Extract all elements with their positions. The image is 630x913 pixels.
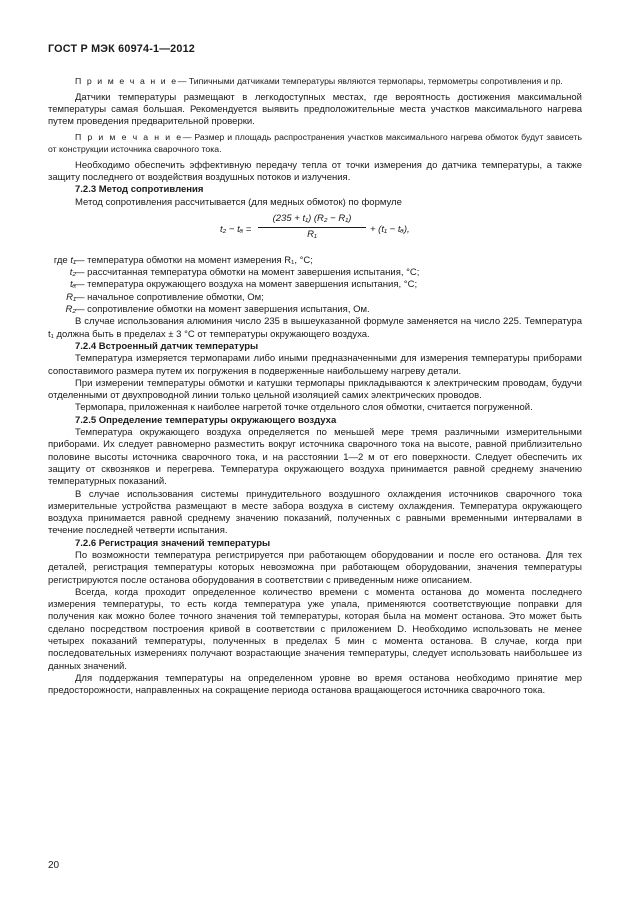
paragraph: Температура измеряется термопарами либо иными предназначенными для измерения температуры приборами сопоставимого размера путем их погружения в подверженные наибольшему нагреву детали. — [48, 353, 582, 377]
paragraph: Всегда, когда проходит определенное количество времени с момента останова до момента последнего измерения температуры, то есть когда температура уже упала, применяются соответствующие поправки для получения как можно более точного значения той температуры, которая была на момент останова. Это может быть сделано посредством построения кривой в соответствии с приложением D. Необходимо использовать не менее четырех показаний температуры, полученных в пределах 5 мин с момента останова. В случае, когда при последовательных измерениях получают возрастающие значения температуры, следует использовать наибольшее из данных значений. — [48, 586, 582, 672]
paragraph: Термопара, приложенная к наиболее нагретой точке отдельного слоя обмотки, считается погруженной. — [75, 402, 533, 414]
paragraph: Датчики температуры размещают в легкодоступных местах, где вероятность достижения максимальной температуры самая большая. Рекомендуется выявить предположительные места участков максимального нагрева путем проведения предварительной проверки. — [48, 91, 582, 128]
definition-symbol: t₂ — [69, 267, 76, 279]
definition-text: — сопротивление обмотки на момент завершения испытания, Ом. — [75, 304, 370, 316]
page-number: 20 — [48, 860, 60, 871]
note-label: П р и м е ч а н и е — [75, 76, 178, 86]
formula-numerator: (235 + t₁) (R₂ − R₁) — [258, 213, 366, 228]
section-heading: 7.2.6 Регистрация значений температуры — [75, 537, 271, 549]
page-content — [48, 76, 582, 698]
note-text: — Размер и площадь распространения участков максимального нагрева обмоток будут зависеть от конструкции источника сварочного тока. — [48, 132, 582, 155]
section-heading: 7.2.5 Определение температуры окружающего воздуха — [75, 414, 337, 426]
definition-text: — температура окружающего воздуха на момент завершения испытания, °C; — [75, 279, 418, 291]
section-heading: 7.2.3 Метод сопротивления — [75, 184, 204, 196]
definition-text: — начальное сопротивление обмотки, Ом; — [75, 291, 264, 303]
definition-text: — рассчитанная температура обмотки на момент завершения испытания, °C; — [75, 267, 420, 279]
paragraph: Метод сопротивления рассчитывается (для медных обмоток) по формуле — [75, 196, 402, 208]
note-text: — Типичными датчиками температуры являются термопары, термометры сопротивления и пр. — [177, 76, 563, 86]
paragraph: Необходимо обеспечить эффективную передачу тепла от точки измерения до датчика температуры, а также защиту последнего от воздействия воздушных потоков и излучения. — [48, 159, 582, 183]
definition-item — [48, 255, 582, 267]
paragraph: В случае использования системы принудительного воздушного охлаждения источников сварочного тока измерительные устройства размещают в месте забора воздуха в систему охлаждения. Температура окружающего воздуха принимается равной среднему значению показаний, полученных с равными временными интервалами в течение последней четверти испытания. — [48, 488, 582, 537]
definition-item — [48, 304, 582, 316]
formula-fraction — [258, 213, 366, 242]
resistance-formula — [48, 213, 582, 251]
definition-symbol: tₐ — [69, 279, 76, 291]
note-label: П р и м е ч а н и е — [75, 132, 183, 143]
definition-item — [48, 267, 582, 279]
section-heading: 7.2.4 Встроенный датчик температуры — [75, 340, 259, 352]
paragraph: Температура окружающего воздуха определяется по меньшей мере тремя различными измерительными приборами. Их следует равномерно разместить вокруг источника сварочного тока на высоте, равной приблизительно половине высоты источника сварочного тока, и на расстоянии 1—2 м от его поверхности. Следует обеспечить их защиту от сквозняков и перегрева. Температура окружающего воздуха принимается равной среднему значению температурных показаний. — [48, 427, 582, 488]
document-header: ГОСТ Р МЭК 60974-1—2012 — [48, 43, 196, 55]
paragraph: В случае использования алюминия число 235 в вышеуказанной формуле заменяется на число 225. Температура t₁ должна быть в пределах ± 3 °C от температуры окружающего воздуха. — [48, 316, 582, 340]
note-2 — [48, 132, 582, 155]
note-1 — [48, 76, 582, 88]
definition-item — [48, 292, 582, 304]
definitions-list — [48, 255, 582, 316]
definition-symbol: где t₁ — [53, 254, 76, 266]
definition-symbol: R₁ — [66, 291, 76, 303]
formula-left: t₂ − tₐ = — [220, 223, 252, 235]
definition-item — [48, 279, 582, 291]
paragraph: Для поддержания температуры на определенном уровне во время останова необходимо принятие мер предосторожности, направленных на сокращение периода останова вращающегося источника сварочного тока. — [48, 672, 582, 697]
paragraph: При измерении температуры обмотки и катушки термопары прикладываются к электрическим проводам, будучи отделенными от двухпроводной линии только цельной изоляцией самих электрических проводов. — [48, 377, 582, 402]
definition-symbol: R₂ — [65, 304, 76, 316]
paragraph: По возможности температура регистрируется при работающем оборудовании и после его останова. Для тех деталей, регистрация температуры которых невозможна при работающем оборудовании, значения температуры регистрируются после останова оборудования в соответствии с приведенным ниже описанием. — [48, 549, 582, 586]
formula-denominator: R₁ — [307, 229, 317, 241]
formula-right: + (t₁ − tₐ), — [370, 223, 410, 235]
definition-text: — температура обмотки на момент измерения R₁, °C; — [75, 254, 313, 266]
